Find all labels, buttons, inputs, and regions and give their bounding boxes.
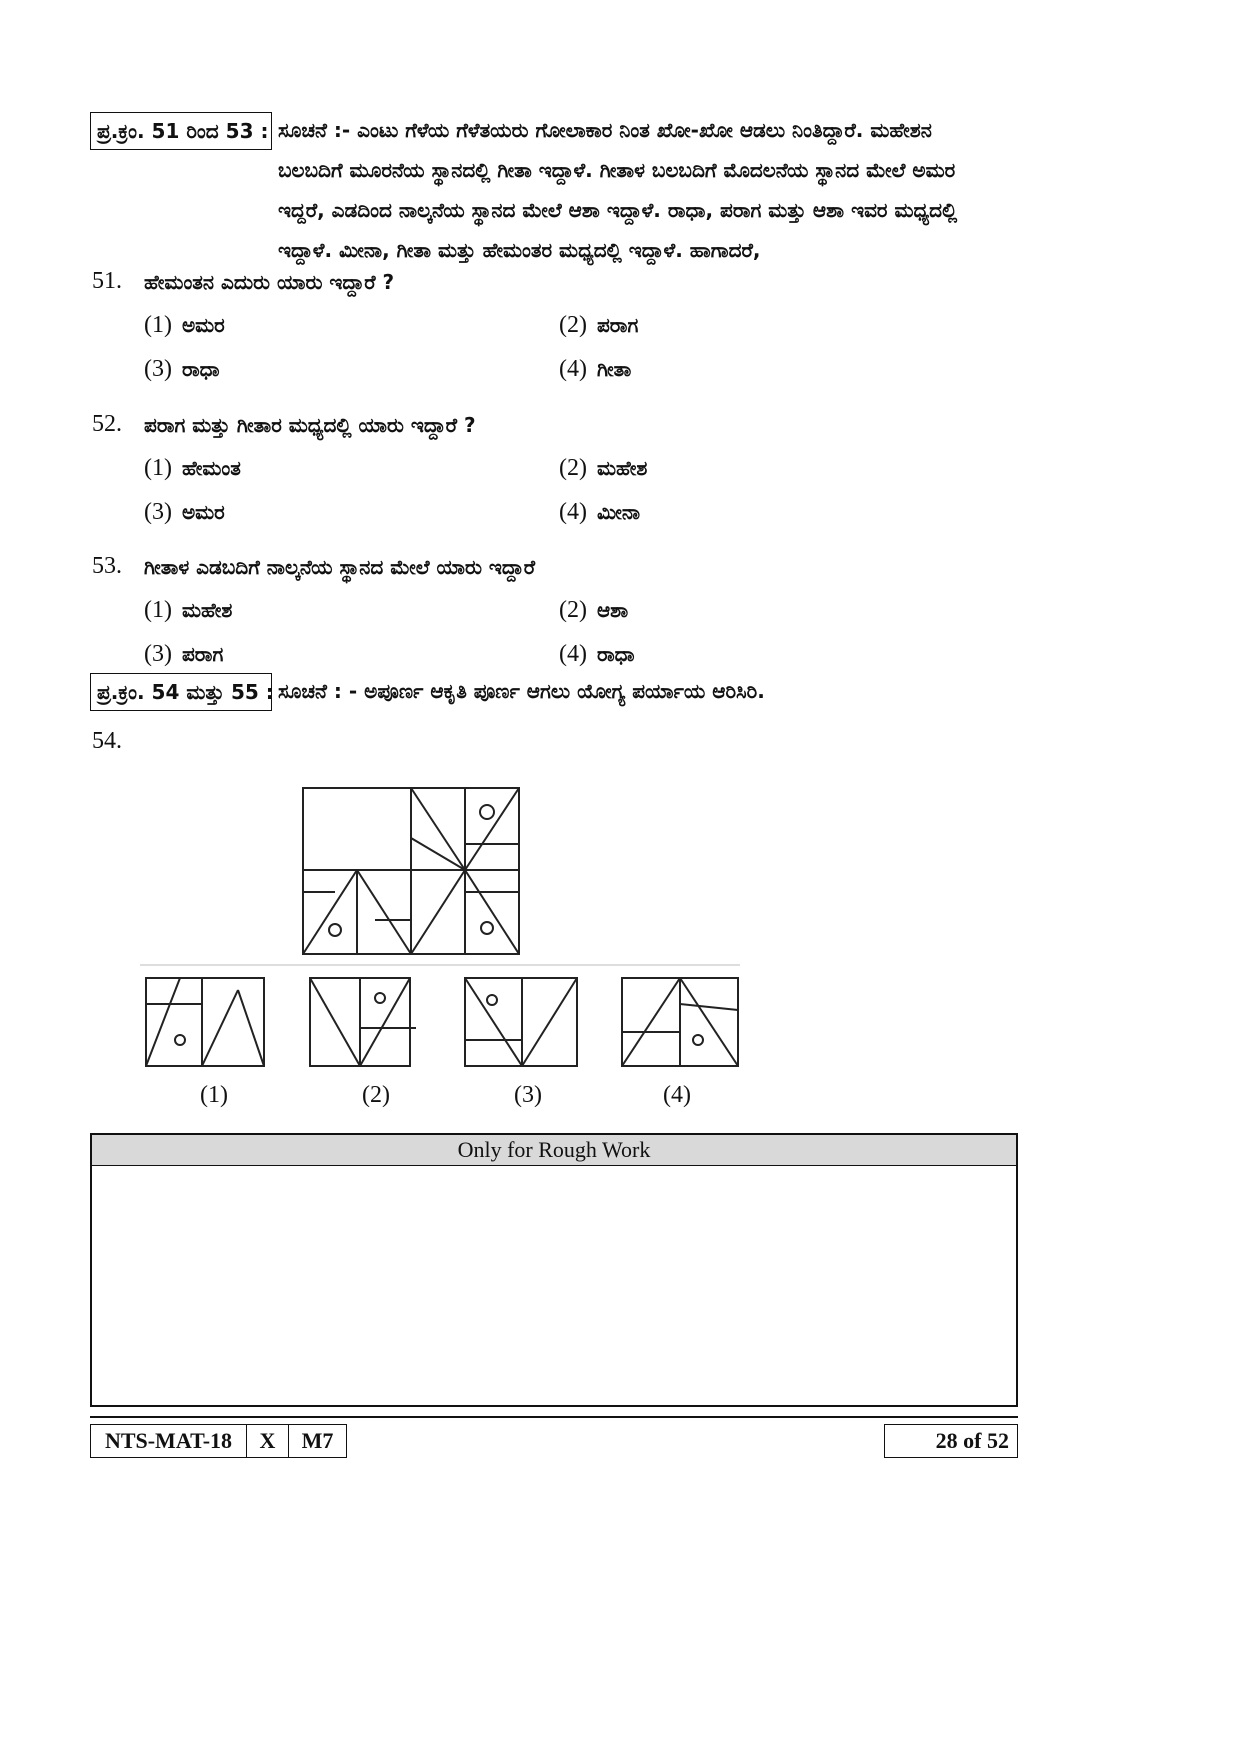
- option-text: ಮಹೇಶ: [596, 456, 648, 480]
- option-51-3[interactable]: [144, 356, 220, 383]
- option-text: ಹೇಮಂತ: [181, 456, 241, 480]
- figure-diag-d: [465, 870, 519, 954]
- option-number: (4): [559, 641, 587, 667]
- puzzle-figure: [295, 782, 530, 962]
- answer-figure-2: [310, 978, 416, 1066]
- question-text: ಹೇಮಂತನ ಎದುರು ಯಾರು ಇದ್ದಾರೆ ?: [144, 269, 395, 294]
- figure-diag-a: [411, 788, 465, 870]
- option-number: (2): [559, 312, 587, 338]
- instruction-line: ಇದ್ದಾಳೆ. ಮೀನಾ, ಗೀತಾ ಮತ್ತು ಹೇಮಂತರ ಮಧ್ಯದಲ್ಲಿ ಇದ್ದಾಳೆ. ಹಾಗಾದರೆ,: [278, 238, 761, 262]
- footer-left: [90, 1424, 347, 1458]
- option-53-4[interactable]: [559, 641, 635, 668]
- option-52-1[interactable]: [144, 455, 241, 482]
- option-number: (3): [144, 356, 172, 382]
- option-number: (1): [144, 455, 172, 481]
- figure-diag-e: [411, 870, 465, 954]
- answer-label-1[interactable]: (1): [200, 1082, 228, 1108]
- option-text: ರಾಧಾ: [596, 642, 635, 666]
- option-text: ಮಹೇಶ: [181, 598, 233, 622]
- option-number: (1): [144, 312, 172, 338]
- option-53-2[interactable]: [559, 597, 628, 624]
- option-number: (1): [144, 597, 172, 623]
- option-number: (3): [144, 499, 172, 525]
- option-text: ಪರಾಗ: [596, 313, 639, 337]
- option-text: ಮೀನಾ: [596, 500, 641, 524]
- instruction-line: ಬಲಬದಿಗೆ ಮೂರನೆಯ ಸ್ಥಾನದಲ್ಲಿ ಗೀತಾ ಇದ್ದಾಳೆ. ಗೀತಾಳ ಬಲಬದಿಗೆ ಮೊದಲನೆಯ ಸ್ಥಾನದ ಮೇಲೆ ಅಮರ: [278, 158, 956, 182]
- rough-work-box[interactable]: [90, 1133, 1018, 1407]
- instruction-line: ಇದ್ದರೆ, ಎಡದಿಂದ ನಾಲ್ಕನೆಯ ಸ್ಥಾನದ ಮೇಲೆ ಆಶಾ ಇದ್ದಾಳೆ. ರಾಧಾ, ಪರಾಗ ಮತ್ತು ಆಶಾ ಇವರ ಮಧ್ಯದಲ್ಲಿ: [278, 198, 958, 222]
- option-51-4[interactable]: [559, 356, 631, 383]
- question-number: 51.: [92, 268, 122, 294]
- option-number: (4): [559, 356, 587, 382]
- figure-diag-g: [357, 870, 411, 954]
- answer-figures: [140, 960, 750, 1072]
- option-text: ಅಮರ: [181, 500, 225, 524]
- answer-figure-1: [146, 978, 264, 1066]
- footer-divider: [90, 1416, 1018, 1418]
- option-53-1[interactable]: [144, 597, 232, 624]
- option-51-1[interactable]: [144, 312, 225, 339]
- option-52-3[interactable]: [144, 499, 225, 526]
- question-53: [92, 553, 535, 580]
- answer-figure-3: [465, 978, 577, 1066]
- footer-page-number: 28 of 52: [884, 1424, 1018, 1458]
- section-instruction-54-55: ಸೂಚನೆ : - ಅಪೂರ್ಣ ಆಕೃತಿ ಪೂರ್ಣ ಆಗಲು ಯೋಗ್ಯ ಪರ್ಯಾಯ ಆರಿಸಿರಿ.: [278, 679, 765, 703]
- option-number: (2): [559, 597, 587, 623]
- option-text: ಗೀತಾ: [596, 357, 632, 381]
- figure-diag-c: [411, 838, 465, 870]
- question-51: [92, 268, 394, 295]
- answer-label-4[interactable]: (4): [663, 1082, 691, 1108]
- section-tag-54-55: ಪ್ರ.ಕ್ರಂ. 54 ಮತ್ತು 55 :: [90, 673, 272, 711]
- option-text: ರಾಧಾ: [181, 357, 220, 381]
- option-text: ಅಮರ: [181, 313, 225, 337]
- question-text: ಗೀತಾಳ ಎಡಬದಿಗೆ ನಾಲ್ಕನೆಯ ಸ್ಥಾನದ ಮೇಲೆ ಯಾರು ಇದ್ದಾರೆ: [144, 554, 536, 579]
- question-52: [92, 411, 476, 438]
- question-number: 53.: [92, 553, 122, 579]
- option-number: (2): [559, 455, 587, 481]
- option-51-2[interactable]: [559, 312, 638, 339]
- question-54-number: 54.: [92, 728, 122, 754]
- section-tag-51-53: ಪ್ರ.ಕ್ರಂ. 51 ರಿಂದ 53 :: [90, 112, 272, 150]
- option-text: ಆಶಾ: [596, 598, 629, 622]
- footer-version: M7: [289, 1424, 347, 1458]
- figure-diag-b: [465, 788, 519, 870]
- instruction-line: ಸೂಚನೆ :- ಎಂಟು ಗೆಳೆಯ ಗೆಳೆತಯರು ಗೋಲಾಕಾರ ನಿಂತ ಖೋ-ಖೋ ಆಡಲು ನಿಂತಿದ್ದಾರೆ. ಮಹೇಶನ: [278, 118, 932, 142]
- rough-work-title: Only for Rough Work: [92, 1135, 1016, 1166]
- question-text: ಪರಾಗ ಮತ್ತು ಗೀತಾರ ಮಧ್ಯದಲ್ಲಿ ಯಾರು ಇದ್ದಾರೆ ?: [144, 412, 476, 437]
- option-number: (3): [144, 641, 172, 667]
- question-number: 52.: [92, 411, 122, 437]
- footer-right: [884, 1424, 1018, 1458]
- footer-code: NTS-MAT-18: [90, 1424, 247, 1458]
- option-52-4[interactable]: [559, 499, 640, 526]
- option-53-3[interactable]: [144, 641, 223, 668]
- figure-circle-3: [481, 922, 493, 934]
- figure-diag-f: [303, 870, 357, 954]
- figure-circle-2: [329, 924, 341, 936]
- option-number: (4): [559, 499, 587, 525]
- option-text: ಪರಾಗ: [181, 642, 224, 666]
- answer-figure-4: [622, 978, 738, 1066]
- figure-circle-1: [480, 805, 494, 819]
- option-52-2[interactable]: [559, 455, 647, 482]
- footer-class: X: [247, 1424, 289, 1458]
- answer-label-3[interactable]: (3): [514, 1082, 542, 1108]
- answer-label-2[interactable]: (2): [362, 1082, 390, 1108]
- section-instruction-51-53: [278, 110, 1038, 270]
